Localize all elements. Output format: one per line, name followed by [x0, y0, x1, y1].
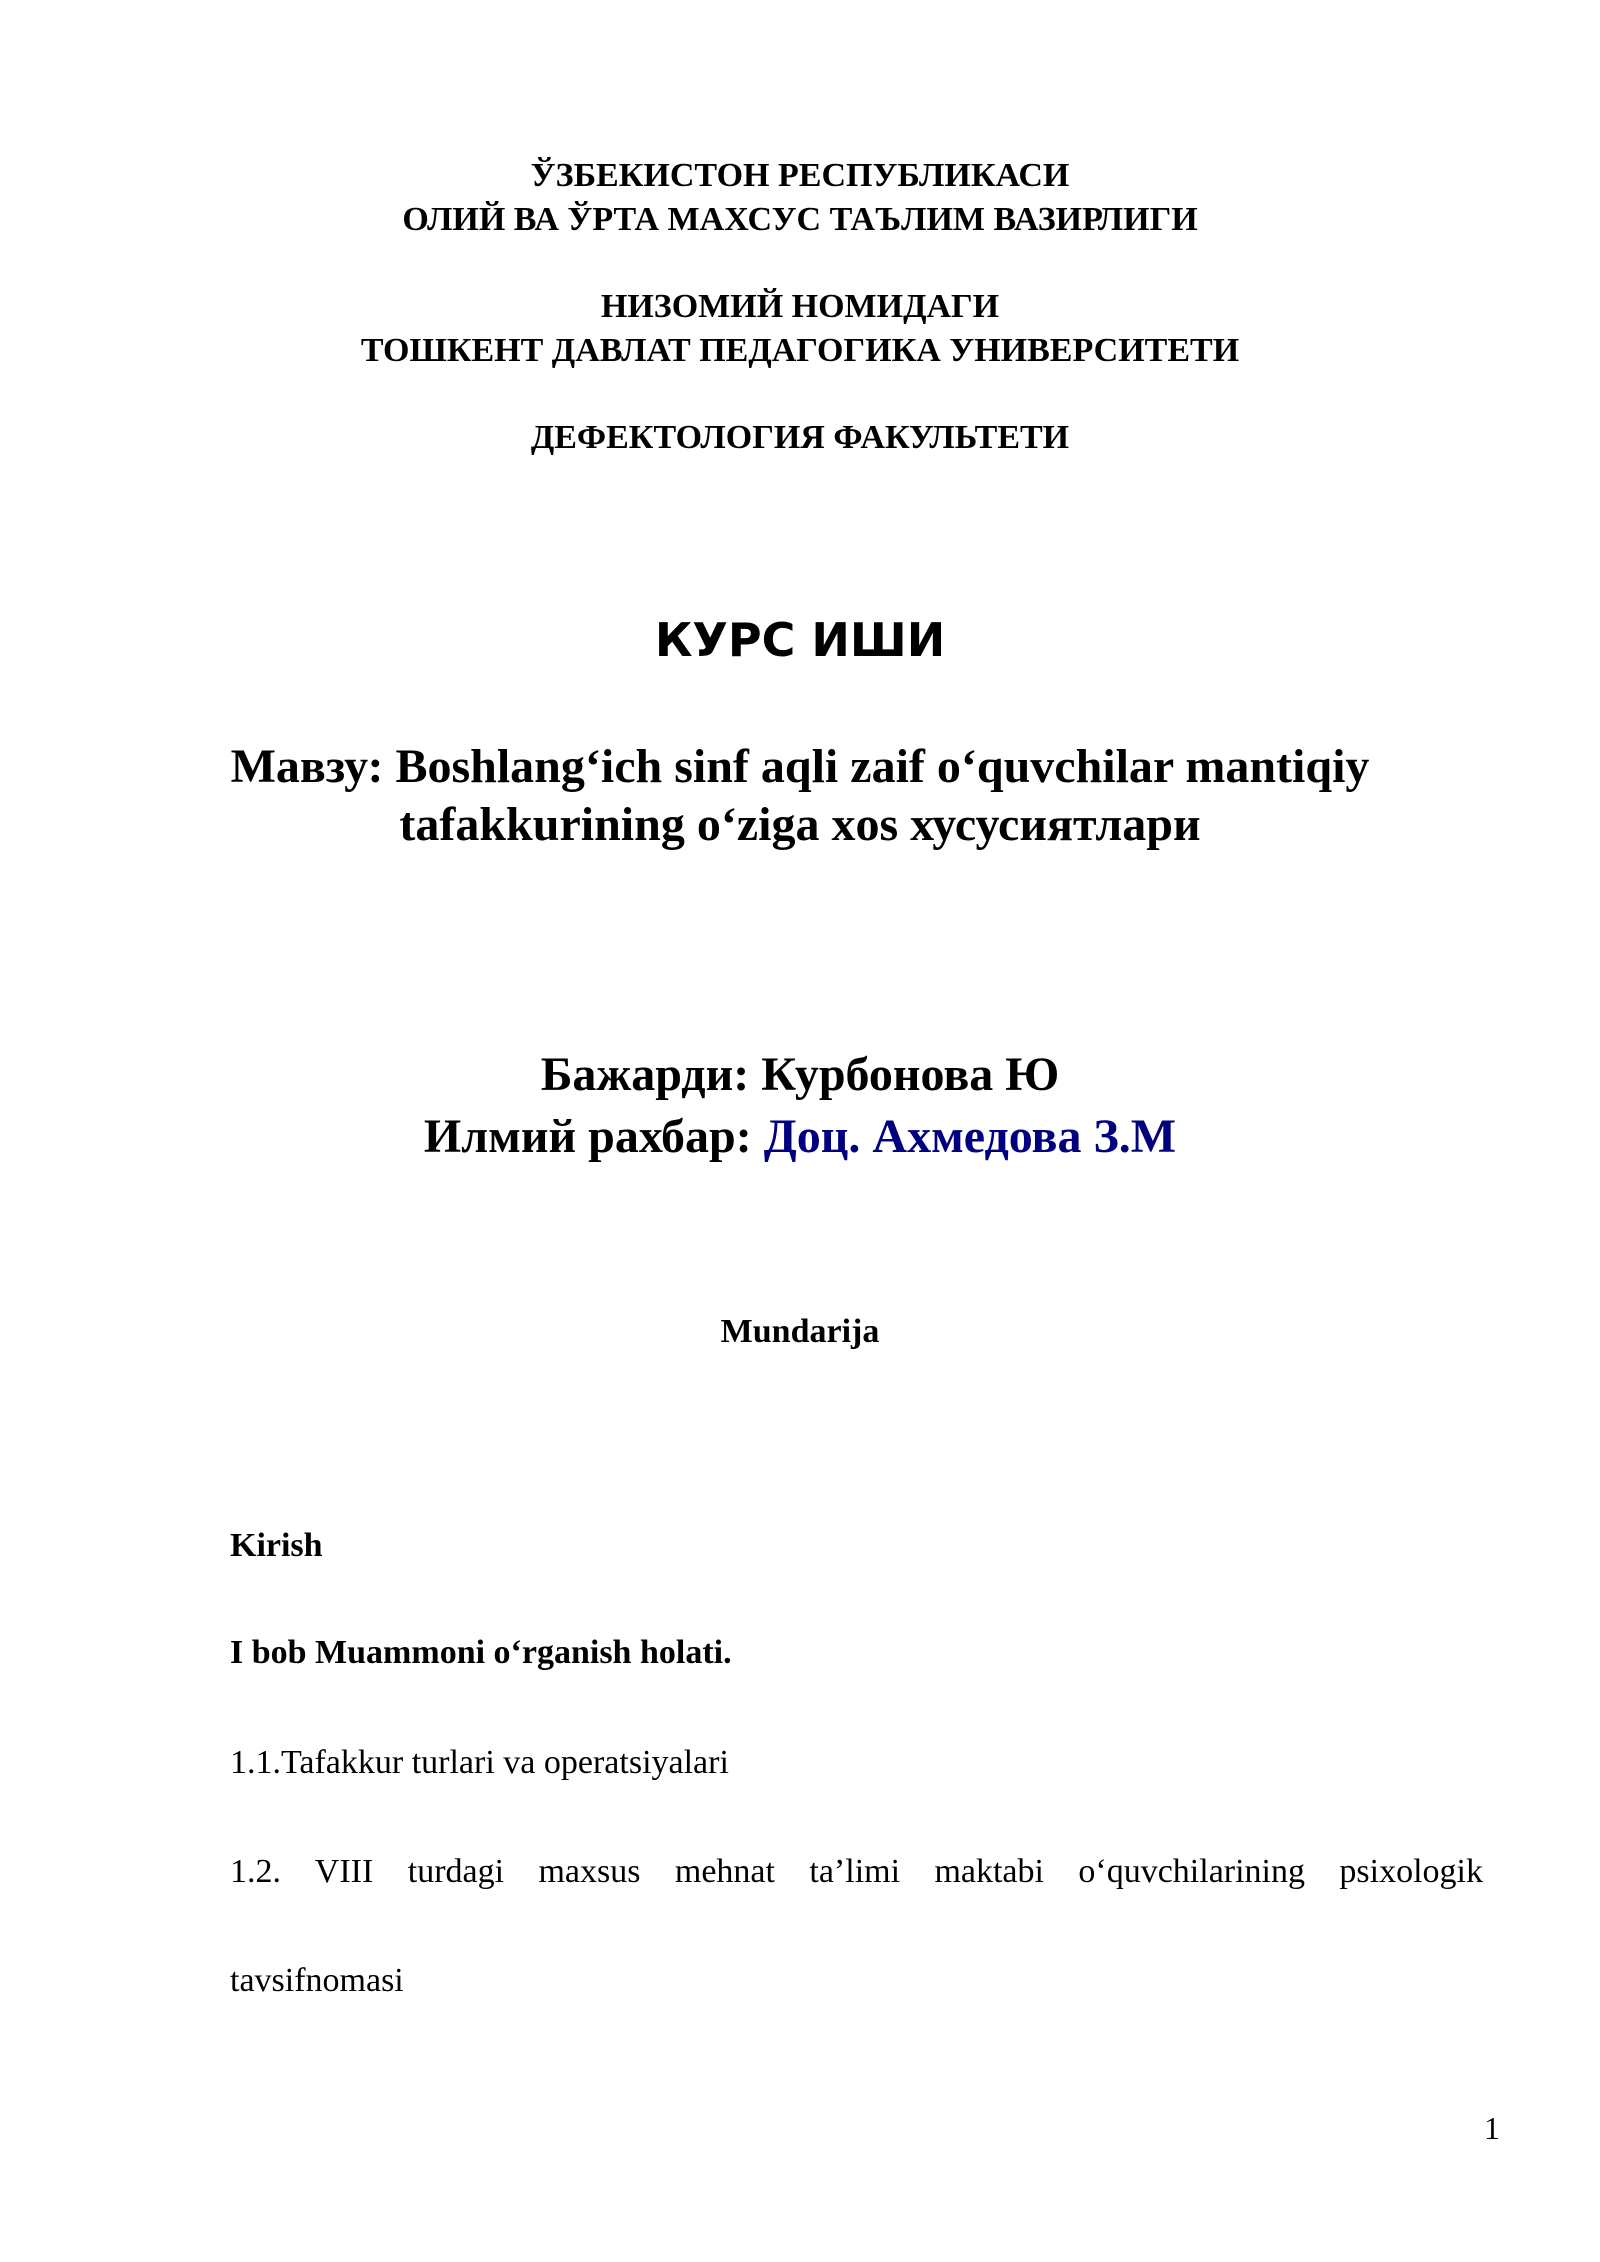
header-university-name: ТОШКЕНТ ДАВЛАТ ПЕДАГОГИКА УНИВЕРСИТЕТИ — [360, 332, 1240, 369]
toc-item-introduction: Kirish — [230, 1527, 323, 1564]
topic-line-2: tafakkurining o‘ziga xos хусусиятлари — [399, 798, 1201, 851]
header-university-name-prefix: НИЗОМИЙ НОМИДАГИ — [600, 288, 1000, 325]
advisor-name: Доц. Ахмедова З.М — [763, 1110, 1177, 1163]
toc-item-chapter-1: I bob Muammoni o‘rganish holati. — [230, 1634, 732, 1671]
topic-block — [0, 738, 1600, 854]
toc-item-1-1: 1.1.Tafakkur turlari va operatsiyalari — [230, 1744, 729, 1781]
topic-line-1: Мавзу: Boshlang‘ich sinf aqli zaif o‘quvchilar mantiqiy — [230, 740, 1370, 793]
faculty-header — [0, 416, 1600, 460]
header-faculty: ДЕФЕКТОЛОГИЯ ФАКУЛЬТЕТИ — [530, 419, 1070, 456]
toc-item-1-2-line-1: 1.2. VIII turdagi maxsus mehnat ta’limi maktabi o‘quvchilarining psixologik — [230, 1853, 1483, 1890]
advisor-line — [0, 1106, 1600, 1168]
page-number: 1 — [1484, 2110, 1500, 2146]
toc-title: Mundarija — [720, 1313, 880, 1350]
toc-item-1-2-line-2: tavsifnomasi — [230, 1962, 404, 1999]
header-ministry: ОЛИЙ ВА ЎРТА МАХСУС ТАЪЛИМ ВАЗИРЛИГИ — [402, 201, 1198, 238]
course-title: КУРС ИШИ — [654, 613, 946, 667]
header-country: ЎЗБЕКИСТОН РЕСПУБЛИКАСИ — [530, 157, 1070, 194]
university-header — [0, 285, 1600, 373]
people-block — [0, 1044, 1600, 1168]
author-line: Бажарди: Курбонова Ю — [540, 1048, 1060, 1101]
ministry-header — [0, 154, 1600, 242]
advisor-label: Илмий рахбар: — [423, 1110, 764, 1163]
